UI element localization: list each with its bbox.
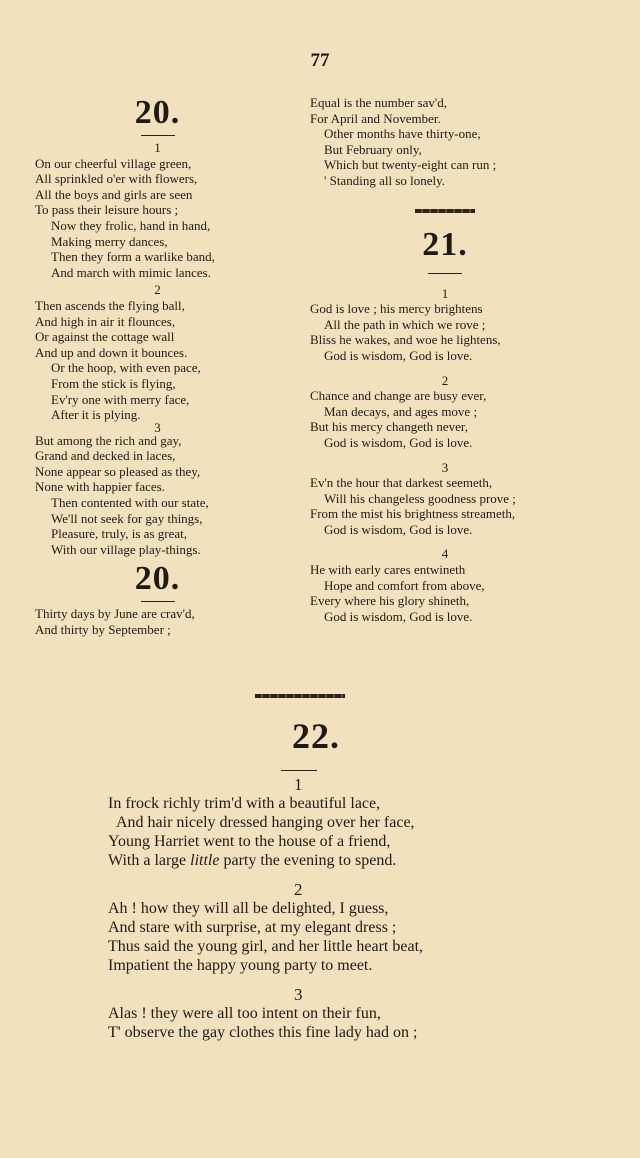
- verse-number: 1: [441, 285, 449, 301]
- verse-line: Then they form a warlike band,: [51, 249, 215, 265]
- verse-line: With our village play-things.: [51, 541, 201, 557]
- right-column: [310, 95, 580, 624]
- verse-line: Or against the cottage wall: [35, 329, 175, 345]
- verse-line: Ev'ry one with merry face,: [51, 391, 190, 407]
- hymn-number-22: 22.: [292, 716, 340, 756]
- verse-line: Then contented with our state,: [51, 495, 209, 511]
- spacer: [310, 189, 580, 203]
- verse-line: Every where his glory shineth,: [310, 593, 470, 609]
- verse-line: And up and down it bounces.: [35, 344, 188, 360]
- verse-line: To pass their leisure hours ;: [35, 202, 179, 218]
- verse-number: 2: [441, 372, 449, 388]
- verse-line: Grand and decked in laces,: [35, 448, 176, 464]
- verse-line: Which but twenty-eight can run ;: [324, 157, 497, 173]
- hymn-number-20-b: 20.: [134, 560, 181, 598]
- verse-number: 4: [441, 546, 449, 562]
- verse-line: Ah ! how they will all be delighted, I guess,: [108, 900, 389, 917]
- page-number: 77: [310, 50, 330, 71]
- verse-number: 3: [441, 459, 449, 475]
- verse-line: And march with mimic lances.: [51, 264, 211, 280]
- verse-line: We'll not seek for gay things,: [51, 510, 203, 526]
- verse-number: 1: [154, 140, 161, 155]
- verse-line: God is wisdom, God is love.: [324, 608, 473, 624]
- verse-line: Making merry dances,: [51, 233, 168, 249]
- verse-line: [108, 851, 528, 870]
- verse-line: God is wisdom, God is love.: [324, 521, 473, 537]
- verse-line: None with happier faces.: [35, 479, 165, 495]
- verse-line: And stare with surprise, at my elegant dress ;: [108, 919, 397, 936]
- verse-line: God is wisdom, God is love.: [324, 347, 473, 363]
- verse-line: For April and November.: [310, 110, 441, 126]
- verse-line: God is love ; his mercy brightens: [310, 301, 483, 317]
- verse-number: 1: [294, 775, 303, 794]
- divider: [428, 273, 462, 274]
- verse-line: Equal is the number sav'd,: [310, 95, 448, 110]
- verse-line: Alas ! they were all too intent on their fun,: [108, 1005, 381, 1022]
- verse-number: 3: [294, 985, 303, 1004]
- hymn-number-21: 21.: [422, 225, 468, 263]
- verse-line: And high in air it flounces,: [35, 313, 176, 329]
- divider: [141, 601, 175, 602]
- bottom-hymn: [108, 718, 528, 1042]
- verse-line: And thirty by September ;: [35, 622, 171, 638]
- italic-word: little: [190, 852, 220, 869]
- verse-line: Bliss he wakes, and woe he lightens,: [310, 332, 501, 348]
- verse-line: But his mercy changeth never,: [310, 419, 468, 435]
- verse-line: God is wisdom, God is love.: [324, 434, 473, 450]
- verse-number: 2: [154, 282, 161, 298]
- verse-line: Thus said the young girl, and her little heart beat,: [108, 938, 424, 955]
- verse-line: But February only,: [324, 141, 422, 157]
- verse-line: Then ascends the flying ball,: [35, 297, 185, 313]
- verse-line: After it is plying.: [51, 407, 141, 423]
- verse-line: From the mist his brightness streameth,: [310, 506, 516, 522]
- verse-line: ' Standing all so lonely.: [324, 172, 446, 188]
- verse-line: Will his changeless goodness prove ;: [324, 490, 516, 506]
- verse-text: party the evening to spend.: [219, 852, 397, 869]
- verse-line: From the stick is flying,: [51, 375, 176, 391]
- verse-line: All the path in which we rove ;: [324, 316, 486, 332]
- verse-line: None appear so pleased as they,: [35, 463, 201, 479]
- verse-line: Thirty days by June are crav'd,: [35, 606, 195, 622]
- verse-number: 3: [154, 419, 161, 435]
- ornamental-rule: [415, 209, 475, 213]
- verse-line: T' observe the gay clothes this fine lady had on ;: [108, 1024, 418, 1041]
- verse-line: All sprinkled o'er with flowers,: [35, 171, 198, 187]
- verse-line: Man decays, and ages move ;: [324, 403, 478, 419]
- verse-line: Other months have thirty-one,: [324, 126, 481, 142]
- verse-line: Young Harriet went to the house of a friend,: [108, 833, 391, 850]
- verse-line: Or the hoop, with even pace,: [51, 360, 201, 376]
- divider: [281, 770, 317, 771]
- verse-line: Ev'n the hour that darkest seemeth,: [310, 475, 493, 491]
- verse-line: Now they frolic, hand in hand,: [51, 217, 211, 233]
- verse-line: On our cheerful village green,: [35, 155, 192, 171]
- verse-line: Hope and comfort from above,: [324, 577, 485, 593]
- verse-line: Impatient the happy young party to meet.: [108, 957, 373, 974]
- verse-line: Chance and change are busy ever,: [310, 388, 487, 404]
- verse-line: And hair nicely dressed hanging over her face,: [116, 814, 415, 831]
- verse-line: But among the rich and gay,: [35, 432, 182, 448]
- verse-line: In frock richly trim'd with a beautiful lace,: [108, 795, 381, 812]
- verse-number: 2: [294, 880, 303, 899]
- divider: [141, 135, 175, 136]
- hymn-number-20: 20.: [134, 94, 181, 131]
- left-column: [35, 95, 280, 638]
- verse-line: Pleasure, truly, is as great,: [51, 526, 187, 542]
- ornamental-rule: [255, 694, 345, 698]
- verse-line: All the boys and girls are seen: [35, 186, 193, 202]
- verse-text: With a large: [108, 852, 191, 869]
- verse-line: He with early cares entwineth: [310, 562, 466, 578]
